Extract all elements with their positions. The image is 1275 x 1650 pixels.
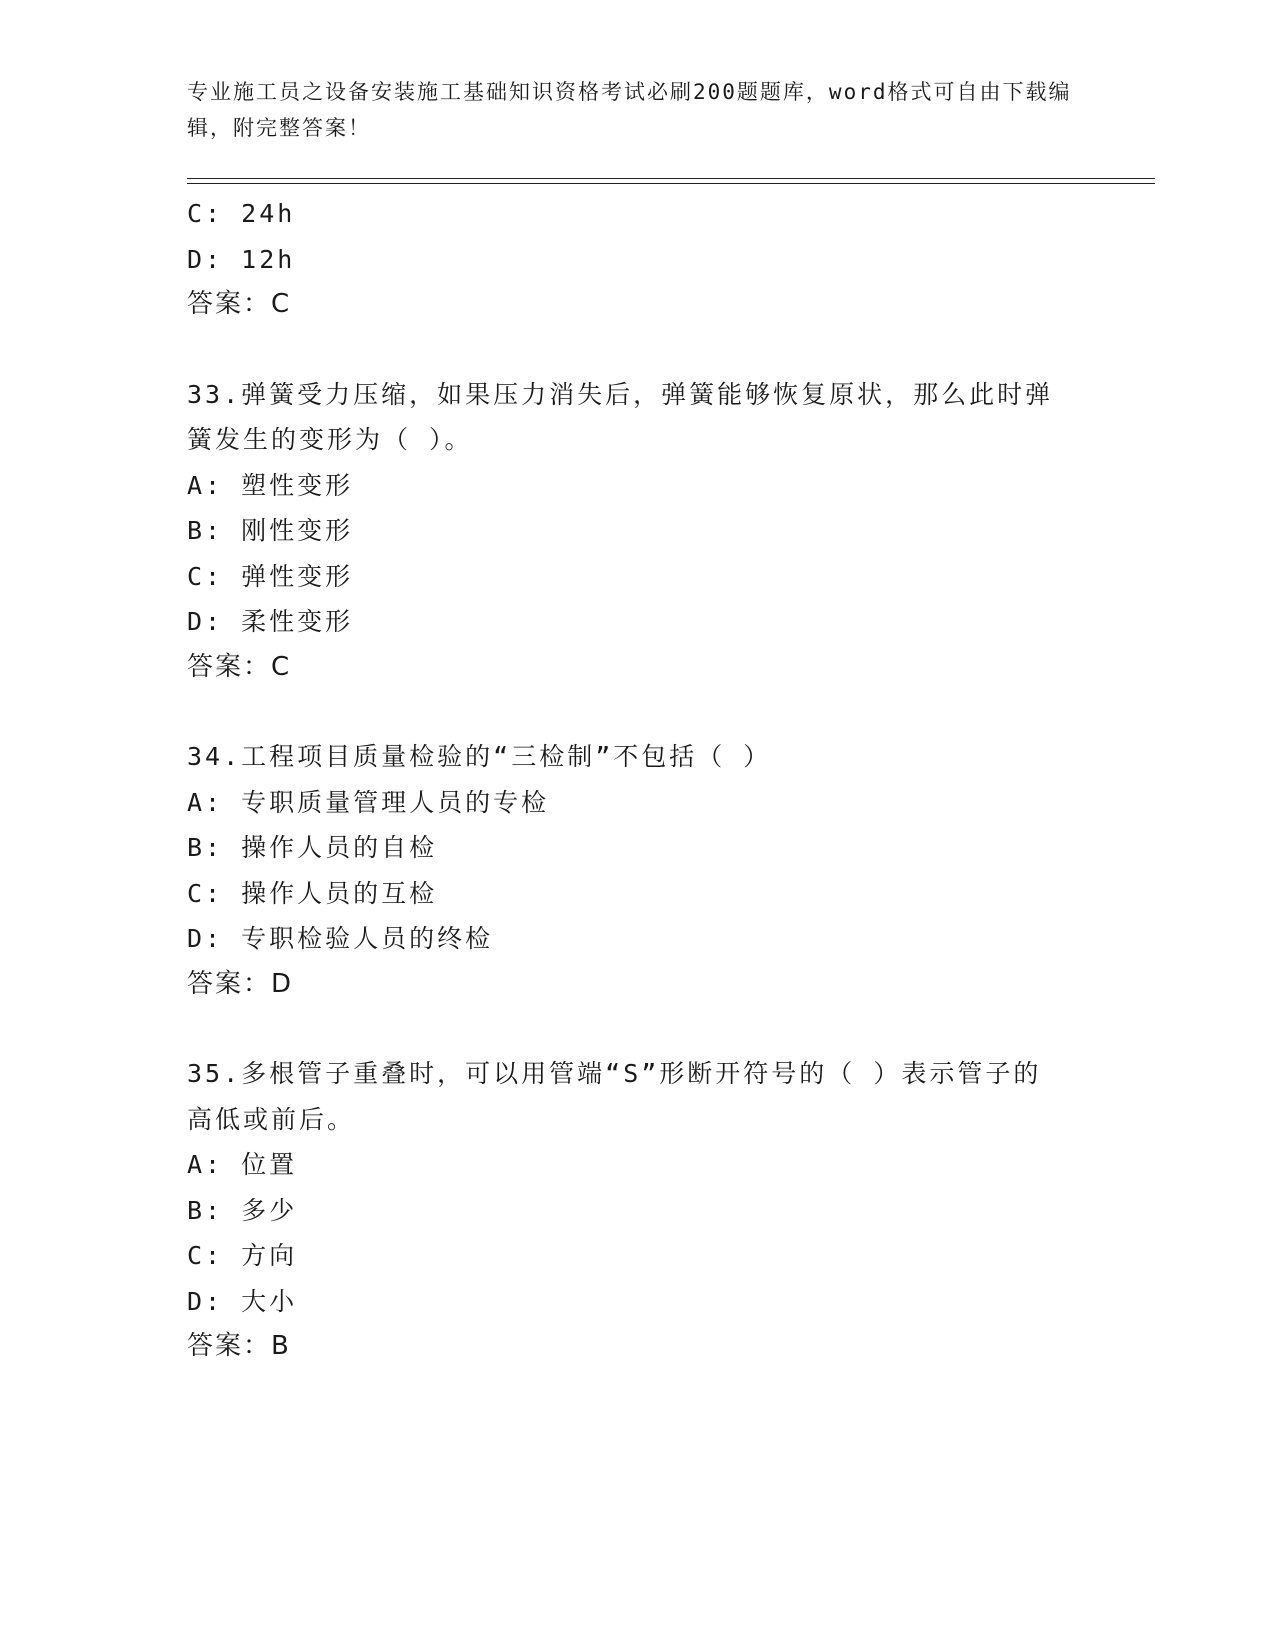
spacer (187, 328, 1087, 372)
option-a: A: 专职质量管理人员的专检 (187, 787, 550, 817)
header-rule-top (187, 178, 1155, 179)
question-stem-continued: 簧发生的变形为（ ）。 (187, 425, 473, 454)
question-stem: 35.多根管子重叠时，可以用管端“S”形断开符号的（ ）表示管子的 (187, 1059, 1042, 1088)
question-34 (187, 734, 1087, 1007)
question-stem: 34.工程项目质量检验的“三检制”不包括（ ） (187, 742, 772, 771)
previous-question-tail (187, 191, 1087, 328)
question-stem-continued: 高低或前后。 (187, 1104, 356, 1134)
option-d: D: 大小 (187, 1286, 298, 1316)
option-c: C: 24h (187, 199, 296, 228)
option-b: B: 刚性变形 (187, 516, 354, 545)
option-c: C: 弹性变形 (187, 561, 354, 591)
document-header: 专业施工员之设备安装施工基础知识资格考试必刷200题题库，word格式可自由下载编辑，附完整答案！ (187, 80, 1072, 140)
answer-line: 答案：C (187, 651, 292, 682)
option-d: D: 柔性变形 (187, 607, 354, 636)
answer-line: 答案：D (187, 968, 294, 999)
spacer (187, 690, 1087, 734)
question-stem: 33.弹簧受力压缩，如果压力消失后，弹簧能够恢复原状，那么此时弹 (187, 379, 1054, 409)
option-b: B: 多少 (187, 1195, 298, 1225)
option-b: B: 操作人员的自检 (187, 833, 438, 862)
spacer (187, 1007, 1087, 1051)
option-c: C: 方向 (187, 1241, 298, 1270)
header-rule-bottom (187, 183, 1155, 184)
question-33 (187, 372, 1087, 691)
option-d: D: 专职检验人员的终检 (187, 924, 494, 953)
answer-line: 答案：B (187, 1331, 291, 1361)
question-35 (187, 1051, 1087, 1370)
option-d: D: 12h (187, 244, 296, 274)
question-content (187, 191, 1087, 1370)
answer-line: 答案：C (187, 289, 292, 319)
option-c: C: 操作人员的互检 (187, 878, 438, 908)
option-a: A: 塑性变形 (187, 470, 354, 500)
option-a: A: 位置 (187, 1150, 298, 1179)
